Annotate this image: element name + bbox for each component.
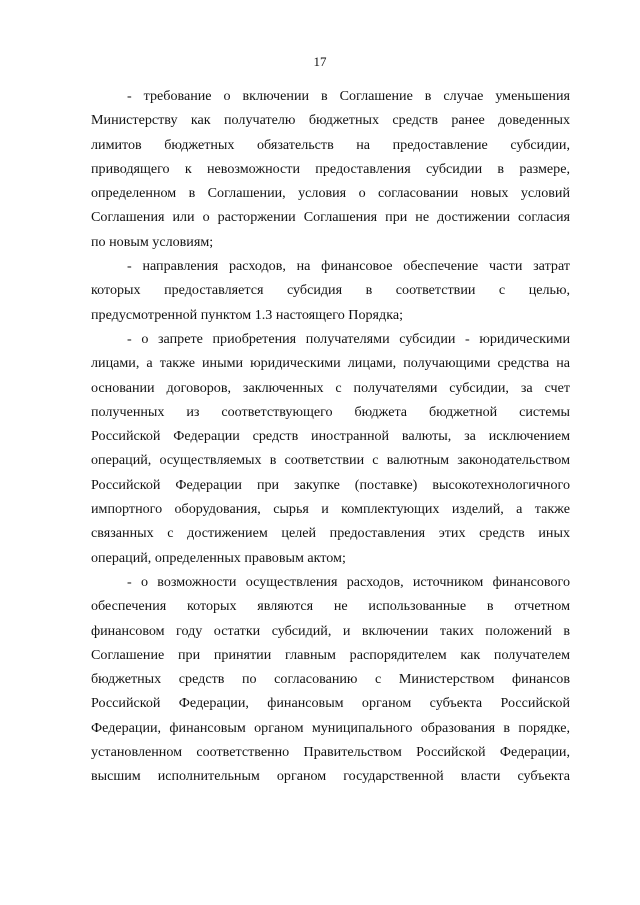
text-line: Соглашение при принятии главным распорядителем как получателем — [91, 646, 570, 663]
paragraph — [91, 327, 570, 570]
paragraph — [91, 570, 570, 789]
text-line: операций, определенных правовым актом; — [91, 549, 346, 566]
page-number: 17 — [313, 54, 327, 69]
text-line: предусмотренной пунктом 1.3 настоящего Порядка; — [91, 306, 403, 323]
text-line: лицами, а также иными юридическими лицами, получающими средства на — [91, 355, 570, 372]
text-line: Российской Федерации при закупке (поставке) высокотехнологичного — [91, 476, 570, 493]
text-line: лимитов бюджетных обязательств на предоставление субсидии, — [91, 136, 570, 153]
text-line: связанных с достижением целей предоставления этих средств иных — [91, 525, 570, 542]
text-line: которых предоставляется субсидия в соответствии с целью, — [91, 282, 570, 299]
text-line: импортного оборудования, сырья и комплектующих изделий, а также — [91, 501, 570, 518]
text-line: полученных из соответствующего бюджета бюджетной системы — [91, 403, 570, 420]
text-line: Федерации, финансовым органом муниципального образования в порядке, — [91, 719, 570, 736]
text-line: высшим исполнительным органом государственной власти субъекта — [91, 768, 570, 785]
text-line: финансовом году остатки субсидий, и включении таких положений в — [91, 622, 570, 639]
text-line: основании договоров, заключенных с получателями субсидии, за счет — [91, 379, 570, 396]
text-line: - направления расходов, на финансовое обеспечение части затрат — [127, 258, 570, 275]
text-line: Соглашения или о расторжении Соглашения при не достижении согласия — [91, 209, 570, 226]
text-line: Российской Федерации, финансовым органом субъекта Российской — [91, 695, 570, 712]
text-line: приводящего к невозможности предоставления субсидии в размере, — [91, 160, 570, 177]
text-line: - о возможности осуществления расходов, источником финансового — [127, 573, 570, 590]
body-text — [91, 84, 570, 789]
text-line: по новым условиям; — [91, 233, 214, 250]
text-line: установленном соответственно Правительством Российской Федерации, — [91, 744, 570, 761]
text-line: операций, осуществляемых в соответствии с валютным законодательством — [91, 452, 570, 469]
text-line: - о запрете приобретения получателями субсидии - юридическими — [127, 330, 570, 347]
text-line: Российской Федерации средств иностранной валюты, за исключением — [91, 428, 570, 445]
text-line: - требование о включении в Соглашение в случае уменьшения — [127, 88, 570, 104]
paragraph — [91, 84, 570, 254]
paragraph — [91, 254, 570, 327]
text-line: обеспечения которых являются не использованные в отчетном — [91, 598, 570, 615]
text-line: Министерству как получателю бюджетных средств ранее доведенных — [91, 112, 570, 129]
text-line: бюджетных средств по согласованию с Министерством финансов — [91, 671, 570, 688]
text-line: определенном в Соглашении, условия о согласовании новых условий — [91, 185, 570, 202]
